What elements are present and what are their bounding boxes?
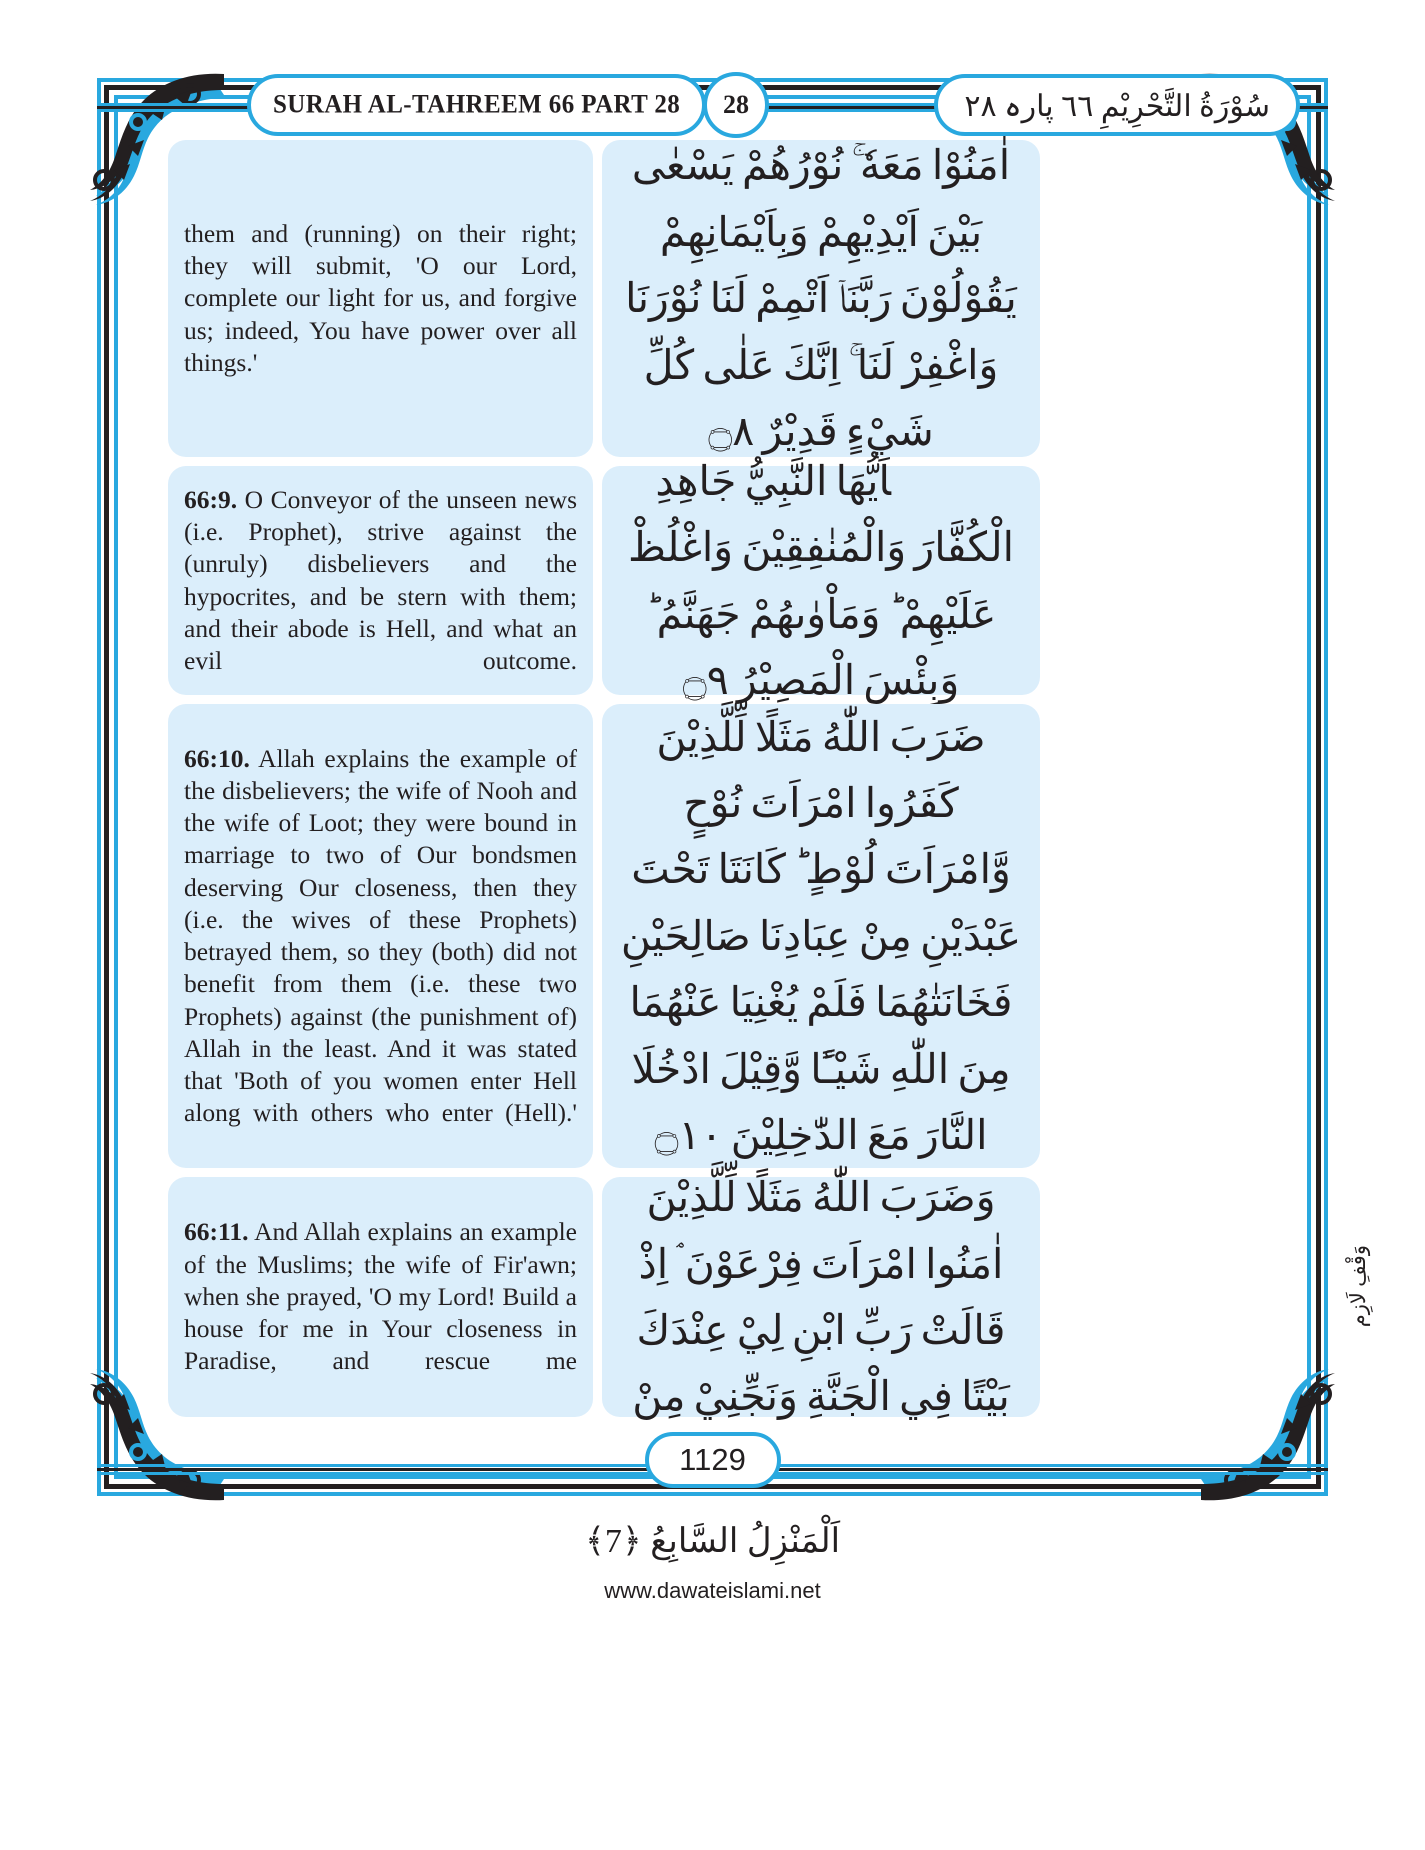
surah-title-text: SURAH AL-TAHREEM 66 PART 28 <box>273 90 681 119</box>
translation-body: Allah explains the example of the disbelievers; the wife of Nooh and the wife of Loot; they were bound in marriage to two of Our bondsmen deserving Our closeness, then they (i.e. the wives of these Prophets) betrayed them, so they (both) did not benefit from them (i.e. these two Prophets) against (the punishment of) Allah in the least. And it was stated that 'Both of you women enter Hell along with others who enter (Hell).' <box>184 743 577 1128</box>
manzil-label: اَلْمَنْزِلُ السَّابِعُ ﴿7﴾ <box>584 1523 841 1560</box>
translation-block-verse-9 <box>168 466 593 695</box>
translation-block-verse-10 <box>168 704 593 1168</box>
part-number-badge: 28 <box>703 72 769 138</box>
arabic-block-verse-8 <box>602 140 1040 457</box>
arabic-text: وَضَرَبَ اللّٰهُ مَثَلًا لِّلَّذِيْنَ اٰمَنُوا امْرَاَتَ فِرْعَوْنَ ۘ اِذْ قَالَتْ رَبِّ ابْنِ لِيْ عِنْدَكَ بَيْتًا فِي الْجَنَّةِ وَنَجِّنِيْ مِنْ <box>632 1174 1010 1420</box>
translation-text <box>184 484 577 678</box>
translation-body: And Allah explains an example of the Muslims; the wife of Fir'awn; when she prayed, 'O my Lord! Build a house for me in Your closeness in Paradise, and rescue me <box>184 1217 577 1376</box>
verse-number-label: 66:9. <box>184 484 238 514</box>
verse-content-area <box>168 140 1260 1420</box>
arabic-block-verse-9 <box>602 457 1040 703</box>
surah-title-pill <box>247 74 706 136</box>
arabic-block-verse-10 <box>602 704 1040 1168</box>
translation-block-verse-11 <box>168 1177 593 1417</box>
margin-note-arabic: وَقْفِ لَازِم <box>1346 1245 1370 1328</box>
arabic-block-verse-11 <box>602 1174 1040 1420</box>
translation-text <box>184 743 577 1130</box>
surah-title-arabic-pill <box>934 74 1300 136</box>
page-header <box>97 78 1328 134</box>
arabic-text: يٰۤاَيُّهَا النَّبِيُّ جَاهِدِ الْكُفَّارَ وَالْمُنٰفِقِيْنَ وَاغْلُظْ عَلَيْهِمْ ؕ وَمَاْوٰىهُمْ جَهَنَّمُ ؕ وَبِئْسَ الْمَصِيْرُ ۝٩ <box>627 457 1014 703</box>
arabic-column <box>602 140 1040 1420</box>
verse-number-label: 66:11. <box>184 1217 249 1247</box>
arabic-text: اٰمَنُوْا مَعَهٗ ۚ نُوْرُهُمْ يَسْعٰى بَيْنَ اَيْدِيْهِمْ وَبِاَيْمَانِهِمْ يَقُوْلُوْنَ رَبَّنَاۤ اَتْمِمْ لَنَا نُوْرَنَا وَاغْفِرْ لَنَا ۚ اِنَّكَ عَلٰى كُلِّ شَيْءٍ قَدِيْرٌ ۝٨ <box>625 142 1017 455</box>
translation-text: them and (running) on their right; they will submit, 'O our Lord, complete our light for us, and forgive us; indeed, You have power over all things.' <box>184 218 577 377</box>
translation-block-verse-8 <box>168 140 593 457</box>
translation-body: O Conveyor of the unseen news (i.e. Prophet), strive against the (unruly) disbelievers and the hypocrites, and be stern with them; and their abode is Hell, and what an evil outcome. <box>184 484 577 675</box>
translation-text <box>184 1216 577 1377</box>
arabic-text: ضَرَبَ اللّٰهُ مَثَلًا لِّلَّذِيْنَ كَفَرُوا امْرَاَتَ نُوْحٍ وَّامْرَاَتَ لُوْطٍ ؕ كَانَتَا تَحْتَ عَبْدَيْنِ مِنْ عِبَادِنَا صَالِحَيْنِ فَخَانَتٰهُمَا فَلَمْ يُغْنِيَا عَنْهُمَا مِنَ اللّٰهِ شَيْـًٔا وَّقِيْلَ ادْخُلَا النَّارَ مَعَ الدّٰخِلِيْنَ ۝١٠ <box>620 713 1022 1159</box>
verse-number-label: 66:10. <box>184 743 250 773</box>
website-url: www.dawateislami.net <box>604 1578 821 1603</box>
page-footer <box>97 1440 1328 1500</box>
page-number-badge: 1129 <box>645 1432 781 1488</box>
translation-column <box>168 140 593 1417</box>
surah-title-arabic-text: سُوْرَةُ التَّحْرِيْمِ ٦٦ پارہ ٢٨ <box>964 90 1270 123</box>
